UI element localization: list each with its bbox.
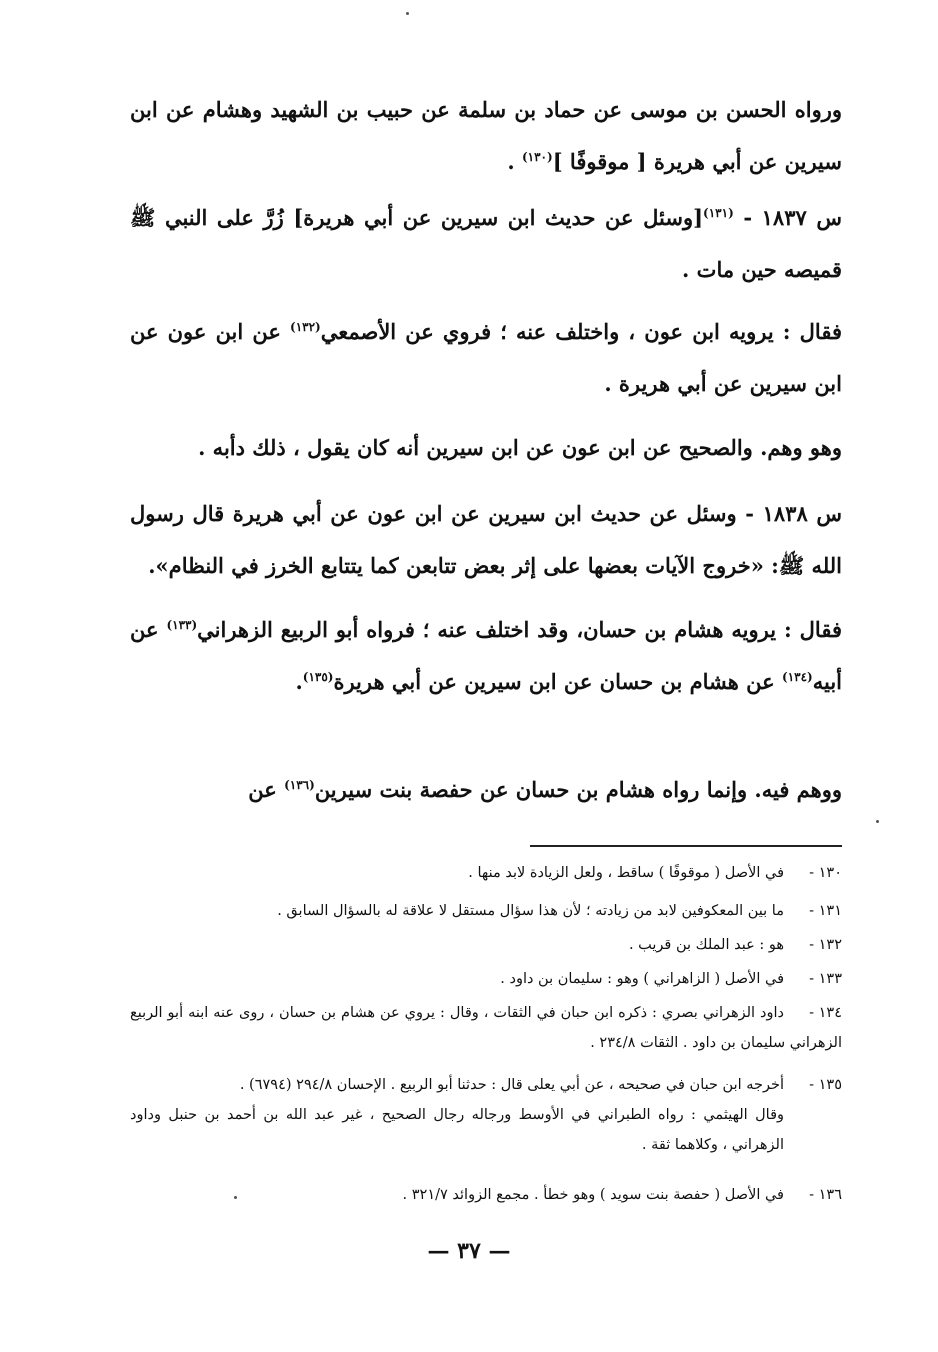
paragraph-text: عن ابن عون عن ابن سيرين عن أبي هريرة . (130, 319, 842, 396)
footnote (130, 896, 842, 926)
question-1838 (130, 488, 842, 592)
footnote-ref[interactable]: (١٣١) (703, 206, 734, 220)
footnote-text: في الأصل ( الزاهراني ) وهو : سليمان بن داود . (500, 971, 784, 987)
footnote (130, 964, 842, 994)
footnote (130, 930, 842, 960)
page-number: — ٣٧ — (427, 1238, 511, 1264)
paragraph-text: فقال : يرويه ابن عون ، واختلف عنه ؛ فروي عن الأصمعي (320, 319, 842, 344)
question-1837 (130, 192, 842, 296)
footnote-number: ١٣١ - (809, 903, 842, 919)
footnote-text: في الأصل ( موقوفًا ) ساقط ، ولعل الزيادة لابد منها . (468, 865, 784, 881)
footnote (130, 1180, 842, 1210)
footnote-number: ١٣٤ - (809, 1005, 842, 1021)
footnote-separator (530, 845, 842, 847)
paragraph-text: عن (248, 777, 285, 802)
footnote-ref[interactable]: (١٣٣) (166, 618, 198, 632)
footnote-number: ١٣٥ - (809, 1077, 842, 1093)
footnote-text: داود الزهراني بصري : ذكره ابن حبان في الثقات ، وقال : يروي عن هشام بن حسان ، روى عنه ابنه أبو الربيع الزهراني سليمان بن داود . الثقات ٢٣٤/٨ . (130, 1005, 842, 1051)
question-number: س ١٨٣٧ - (733, 205, 842, 230)
footnote-number: ١٣٦ - (809, 1187, 842, 1203)
paragraph-text: . (295, 669, 303, 694)
footnote (130, 858, 842, 888)
footnote-number: ١٣٣ - (809, 971, 842, 987)
footnote-continuation: وقال الهيثمي : رواه الطبراني في الأوسط ورجاله رجال الصحيح ، غير عبد الله بن أحمد بن حنبل وداود الزهراني ، وكلاهما ثقة . (130, 1107, 784, 1153)
paragraph-text: ووهم فيه. وإنما رواه هشام بن حسان عن حفصة بنت سيرين (314, 777, 842, 802)
footnote-text: ما بين المعكوفين لابد من زيادته ؛ لأن هذا سؤال مستقل لا علاقة له بالسؤال السابق . (277, 903, 784, 919)
footnote-number: ١٣٠ - (809, 865, 842, 881)
footnote-ref[interactable]: (١٣٥) (302, 670, 334, 684)
footnote-text: في الأصل ( حفصة بنت سويد ) وهو خطأ . مجمع الزوائد ٣٢١/٧ . (402, 1187, 784, 1203)
paragraph-text: وهو وهم. والصحيح عن ابن عون عن ابن سيرين أنه كان يقول ، ذلك دأبه . (198, 435, 842, 460)
speck (876, 820, 879, 823)
footnote-text: هو : عبد الملك بن قريب . (628, 937, 784, 953)
answer-1838 (130, 604, 842, 708)
paragraph-text: [وسئل عن حديث ابن سيرين عن أبي هريرة] زُرَّ على النبي ﷺ قميصه حين مات . (130, 205, 842, 282)
paragraph-text: عن أبيه (130, 617, 842, 694)
paragraph-last (130, 764, 842, 816)
footnote-ref[interactable]: (١٣٠) (521, 150, 553, 164)
footnote-ref[interactable]: (١٣٢) (290, 320, 321, 334)
footnote-text: أخرجه ابن حبان في صحيحه ، عن أبي يعلى قال : حدثنا أبو الربيع . الإحسان ٢٩٤/٨ (٦٧٩٤) . (239, 1077, 784, 1093)
paragraph-text: س ١٨٣٨ - وسئل عن حديث ابن سيرين عن ابن عون عن أبي هريرة قال رسول الله ﷺ: «خروج الآيات بعضها على إثر بعض تتابعن كما يتتابع الخرز في النظام». (130, 501, 842, 578)
paragraph-text: عن هشام بن حسان عن ابن سيرين عن أبي هريرة (333, 669, 782, 694)
footnote (130, 1070, 842, 1160)
footnote-ref[interactable]: (١٣٤) (782, 670, 813, 684)
footnote-ref[interactable]: (١٣٦) (284, 778, 315, 792)
answer-1837 (130, 306, 842, 410)
speck (406, 12, 409, 15)
paragraph-1 (130, 84, 842, 188)
footnote-number: ١٣٢ - (809, 937, 842, 953)
paragraph-correction (130, 422, 842, 474)
footnote (130, 998, 842, 1058)
paragraph-text: . (507, 149, 522, 174)
paragraph-text: فقال : يرويه هشام بن حسان، وقد اختلف عنه ؛ فرواه أبو الربيع الزهراني (197, 617, 842, 642)
paragraph-text: ورواه الحسن بن موسى عن حماد بن سلمة عن حبيب بن الشهيد وهشام عن ابن سيرين عن أبي هريرة [ موقوفًا ] (130, 97, 842, 174)
